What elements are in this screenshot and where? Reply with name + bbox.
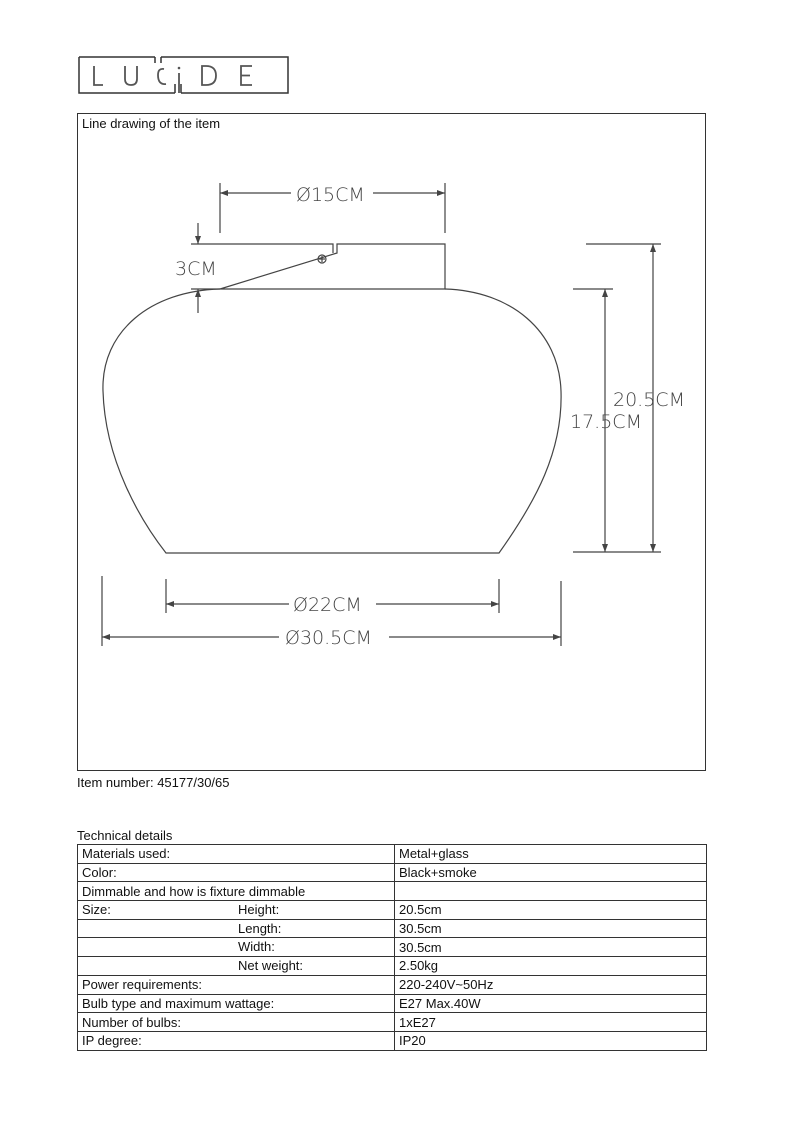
spec-sublabel: Net weight: bbox=[238, 958, 304, 974]
spec-label: Color: bbox=[82, 865, 117, 881]
table-row bbox=[78, 863, 707, 882]
glass-shade-outline bbox=[103, 289, 561, 553]
table-row bbox=[78, 882, 707, 901]
spec-label-cell bbox=[78, 1013, 395, 1032]
spec-label: Materials used: bbox=[82, 846, 171, 862]
item-number: Item number: 45177/30/65 bbox=[77, 775, 230, 790]
table-row bbox=[78, 1013, 707, 1032]
lucide-logo bbox=[78, 56, 289, 94]
spec-label: Power requirements: bbox=[82, 977, 202, 993]
spec-label-cell bbox=[78, 919, 395, 938]
table-row bbox=[78, 901, 707, 920]
spec-sublabel: Length: bbox=[238, 920, 282, 936]
spec-sublabel: Height: bbox=[238, 902, 280, 918]
spec-value: 1xE27 bbox=[395, 1013, 707, 1032]
spec-sublabel: Width: bbox=[238, 939, 275, 955]
dim-glass-height: 17.5CM bbox=[570, 411, 642, 433]
spec-label: Number of bulbs: bbox=[82, 1014, 181, 1030]
spec-label: Bulb type and maximum wattage: bbox=[82, 995, 275, 1011]
dim-max-diameter: Ø30.5CM bbox=[285, 627, 372, 649]
canopy-outline bbox=[220, 244, 445, 289]
table-row bbox=[78, 1031, 707, 1050]
spec-value: 2.50kg bbox=[395, 957, 707, 976]
spec-label-cell bbox=[78, 975, 395, 994]
table-row bbox=[78, 938, 707, 957]
spec-value: 220-240V~50Hz bbox=[395, 975, 707, 994]
spec-value: E27 Max.40W bbox=[395, 994, 707, 1013]
dim-top-diameter: Ø15CM bbox=[296, 184, 365, 206]
technical-details-title: Technical details bbox=[77, 828, 173, 843]
spec-label: IP degree: bbox=[82, 1033, 142, 1049]
spec-value: 20.5cm bbox=[395, 901, 707, 920]
spec-value: IP20 bbox=[395, 1031, 707, 1050]
technical-details-table bbox=[77, 844, 707, 1051]
table-row bbox=[78, 845, 707, 864]
spec-label-cell bbox=[78, 957, 395, 976]
lamp-line-drawing bbox=[78, 114, 707, 772]
spec-label: Dimmable and how is fixture dimmable bbox=[82, 883, 306, 899]
table-row bbox=[78, 994, 707, 1013]
spec-label-cell bbox=[78, 994, 395, 1013]
spec-label-cell bbox=[78, 863, 395, 882]
spec-label-cell bbox=[78, 882, 395, 901]
table-row bbox=[78, 975, 707, 994]
spec-value: 30.5cm bbox=[395, 938, 707, 957]
dim-canopy-height: 3CM bbox=[175, 258, 217, 280]
dim-total-height: 20.5CM bbox=[613, 389, 685, 411]
spec-value: Black+smoke bbox=[395, 863, 707, 882]
spec-label-cell bbox=[78, 938, 395, 957]
dim-bottom-diameter: Ø22CM bbox=[293, 594, 362, 616]
spec-label: Size: bbox=[82, 902, 111, 918]
spec-value: Metal+glass bbox=[395, 845, 707, 864]
spec-label-cell bbox=[78, 901, 395, 920]
table-row bbox=[78, 957, 707, 976]
spec-label-cell bbox=[78, 845, 395, 864]
drawing-title: Line drawing of the item bbox=[82, 116, 221, 131]
spec-label-cell bbox=[78, 1031, 395, 1050]
spec-value: 30.5cm bbox=[395, 919, 707, 938]
line-drawing-panel bbox=[77, 113, 706, 771]
spec-value bbox=[395, 882, 707, 901]
table-row bbox=[78, 919, 707, 938]
